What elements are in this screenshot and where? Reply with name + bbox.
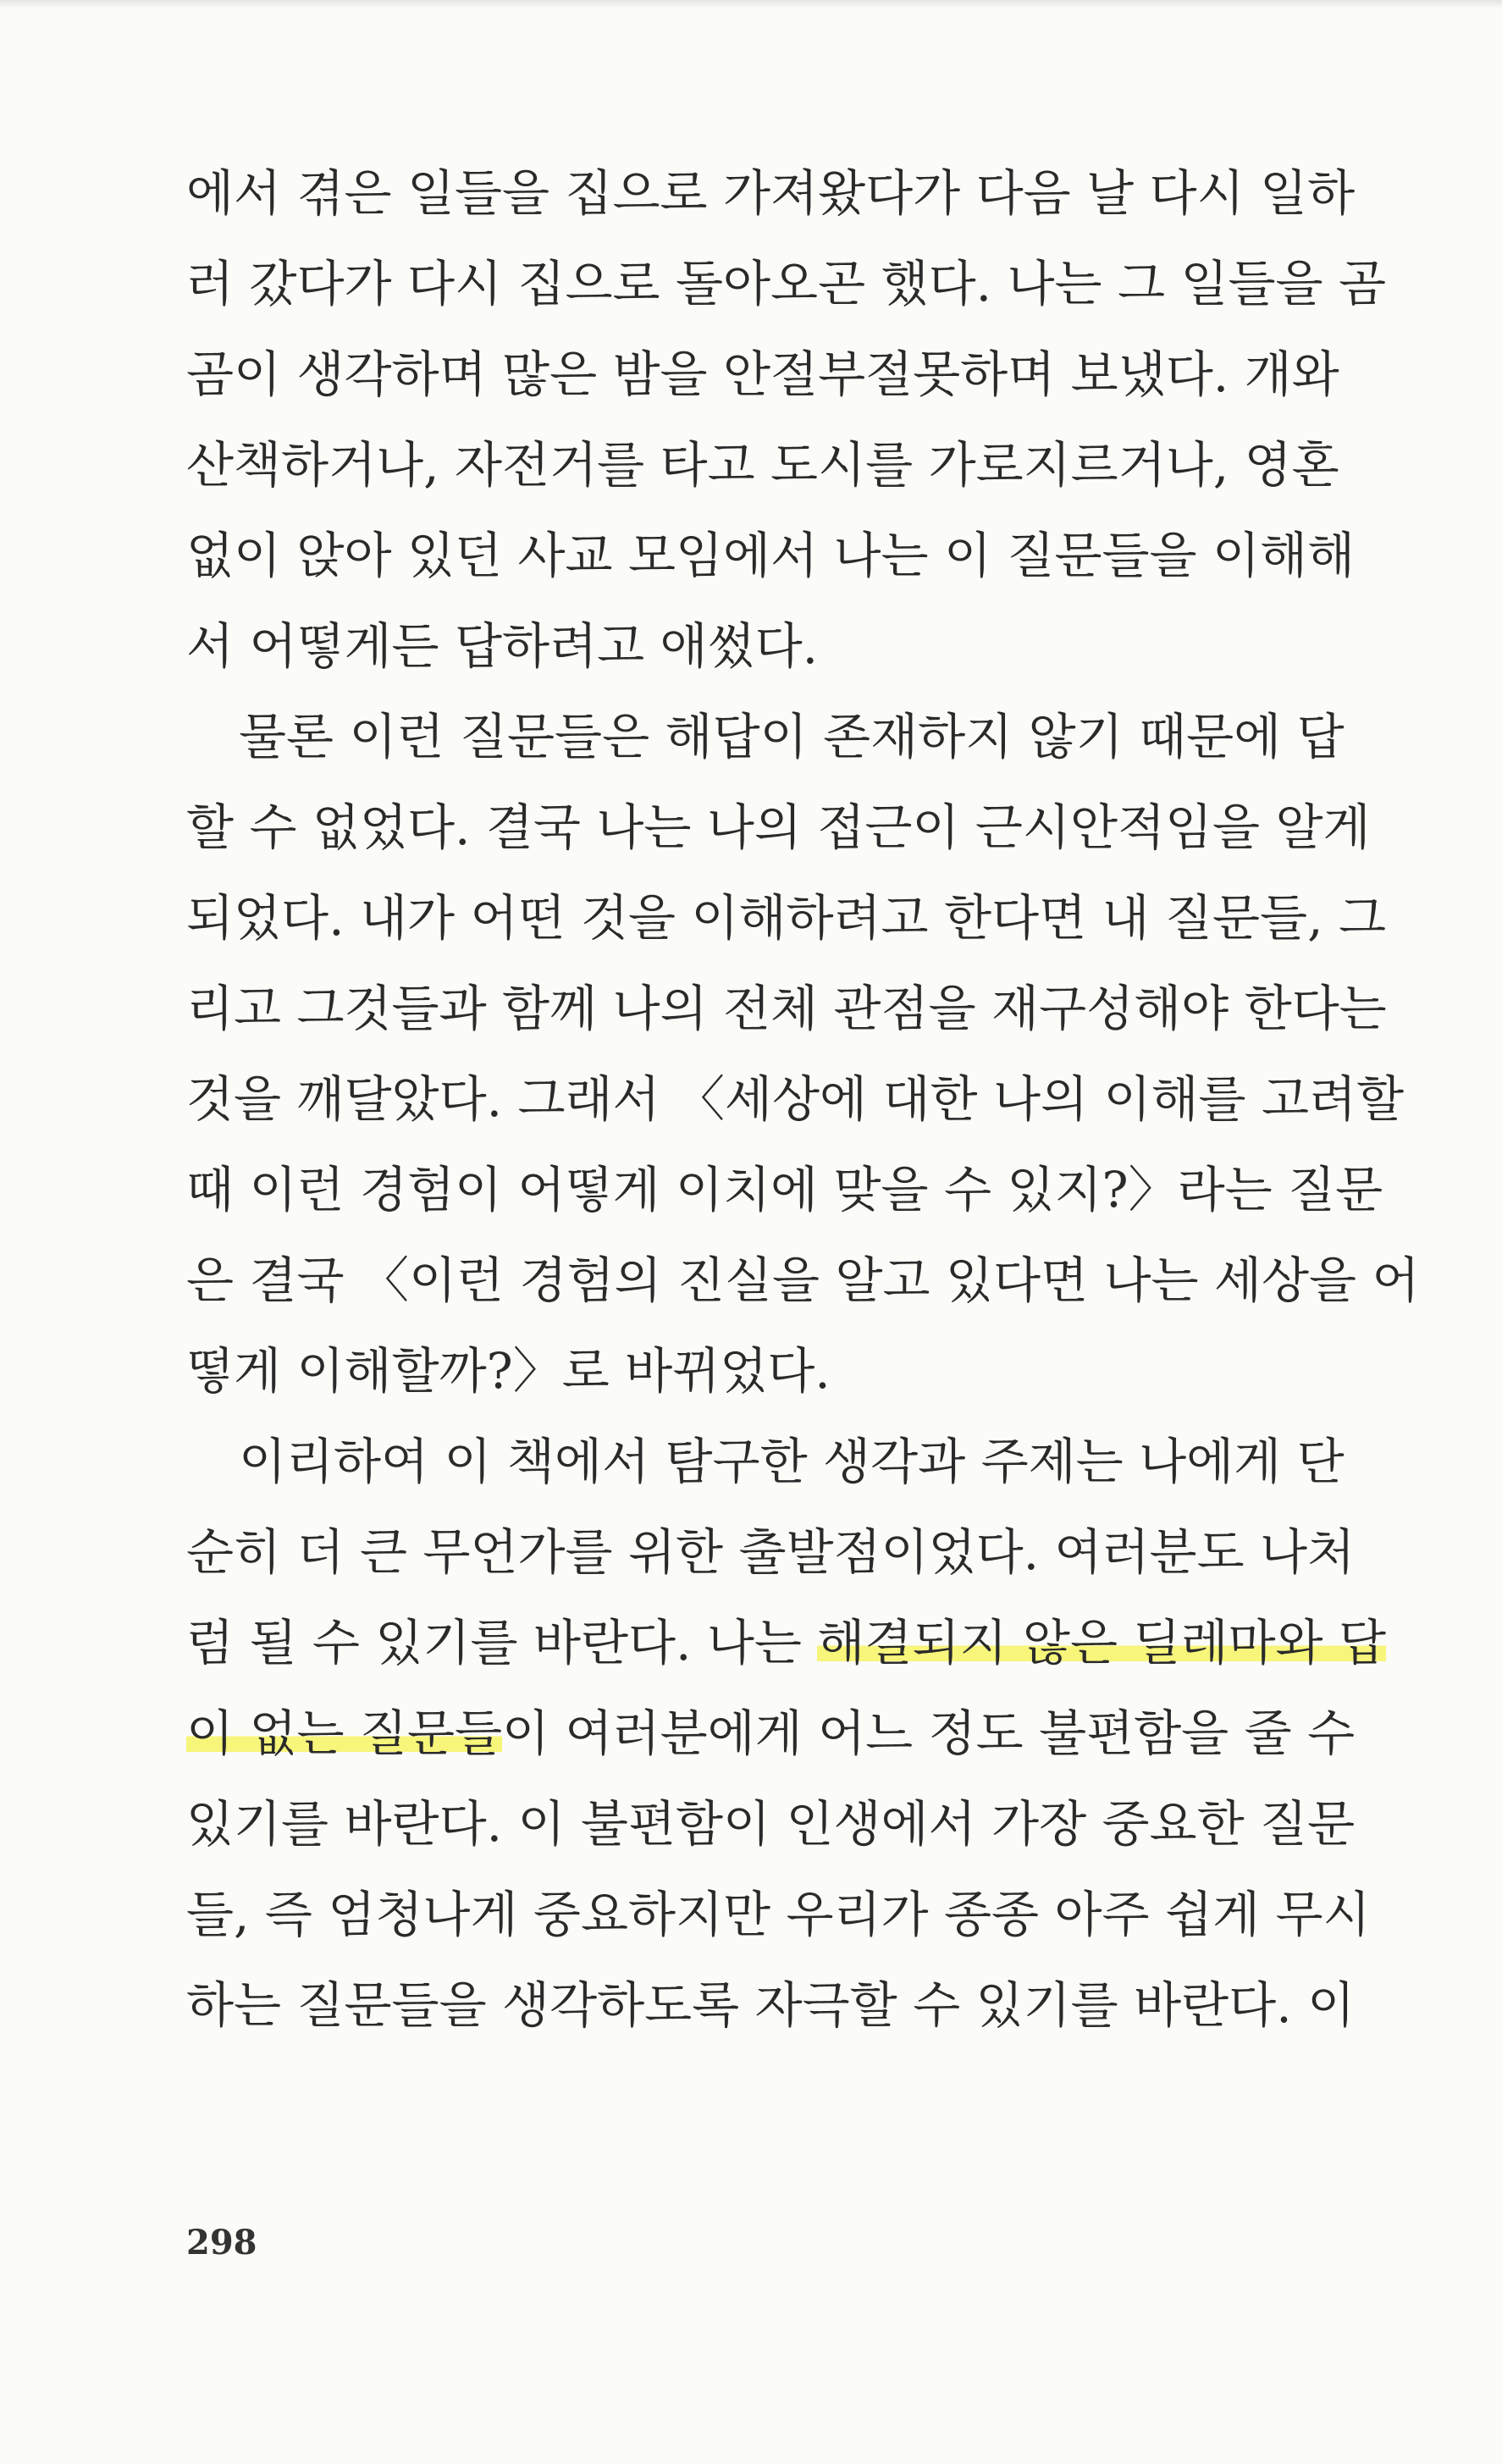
text-line <box>186 1688 1356 1779</box>
text-line: 들, 즉 엄청나게 중요하지만 우리가 종종 아주 쉽게 무시 <box>186 1886 1371 1943</box>
highlighted-text: 해결되지 않은 딜레마와 답 <box>817 1614 1386 1671</box>
text-line: 은 결국 〈이런 경험의 진실을 알고 있다면 나는 세상을 어 <box>186 1251 1420 1309</box>
paragraph-1 <box>186 148 1386 692</box>
text-line: 러 갔다가 다시 집으로 돌아오곤 했다. 나는 그 일들을 곰 <box>186 255 1386 312</box>
text-line: 물론 이런 질문들은 해답이 존재하지 않기 때문에 답 <box>239 708 1345 765</box>
text-line: 곰이 생각하며 많은 밤을 안절부절못하며 보냈다. 개와 <box>186 345 1339 403</box>
text-line: 하는 질문들을 생각하도록 자극할 수 있기를 바란다. 이 <box>186 1976 1356 2034</box>
text-line: 때 이런 경험이 어떻게 이치에 맞을 수 있지?〉라는 질문 <box>186 1161 1383 1218</box>
text-line: 떻게 이해할까?〉로 바뀌었다. <box>186 1342 831 1400</box>
text-line: 순히 더 큰 무언가를 위한 출발점이었다. 여러분도 나처 <box>186 1523 1356 1581</box>
text-line: 산책하거나, 자전거를 타고 도시를 가로지르거나, 영혼 <box>186 436 1339 494</box>
text-line: 되었다. 내가 어떤 것을 이해하려고 한다면 내 질문들, 그 <box>186 889 1386 947</box>
body-text <box>186 148 1420 2051</box>
text-line: 리고 그것들과 함께 나의 전체 관점을 재구성해야 한다는 <box>186 980 1387 1037</box>
text-line: 없이 앉아 있던 사교 모임에서 나는 이 질문들을 이해해 <box>186 527 1356 584</box>
page-number: 298 <box>186 2223 257 2262</box>
text-line: 서 어떻게든 답하려고 애썼다. <box>186 617 819 675</box>
text-segment: 럼 될 수 있기를 바란다. 나는 <box>186 1614 818 1671</box>
text-line: 것을 깨달았다. 그래서 〈세상에 대한 나의 이해를 고려할 <box>186 1070 1405 1128</box>
text-line: 할 수 없었다. 결국 나는 나의 접근이 근시안적임을 알게 <box>186 798 1371 856</box>
text-line: 에서 겪은 일들을 집으로 가져왔다가 다음 날 다시 일하 <box>186 164 1356 222</box>
paragraph-2 <box>186 692 1420 1417</box>
highlighted-text: 이 없는 질문들 <box>186 1704 503 1762</box>
text-line: 이리하여 이 책에서 탐구한 생각과 주제는 나에게 단 <box>239 1433 1345 1490</box>
page-top-edge <box>0 0 1502 8</box>
text-line <box>186 1598 1386 1688</box>
text-segment: 이 여러분에게 어느 정도 불편함을 줄 수 <box>502 1704 1356 1762</box>
paragraph-3 <box>186 1417 1386 2051</box>
text-line: 있기를 바란다. 이 불편함이 인생에서 가장 중요한 질문 <box>186 1795 1356 1853</box>
